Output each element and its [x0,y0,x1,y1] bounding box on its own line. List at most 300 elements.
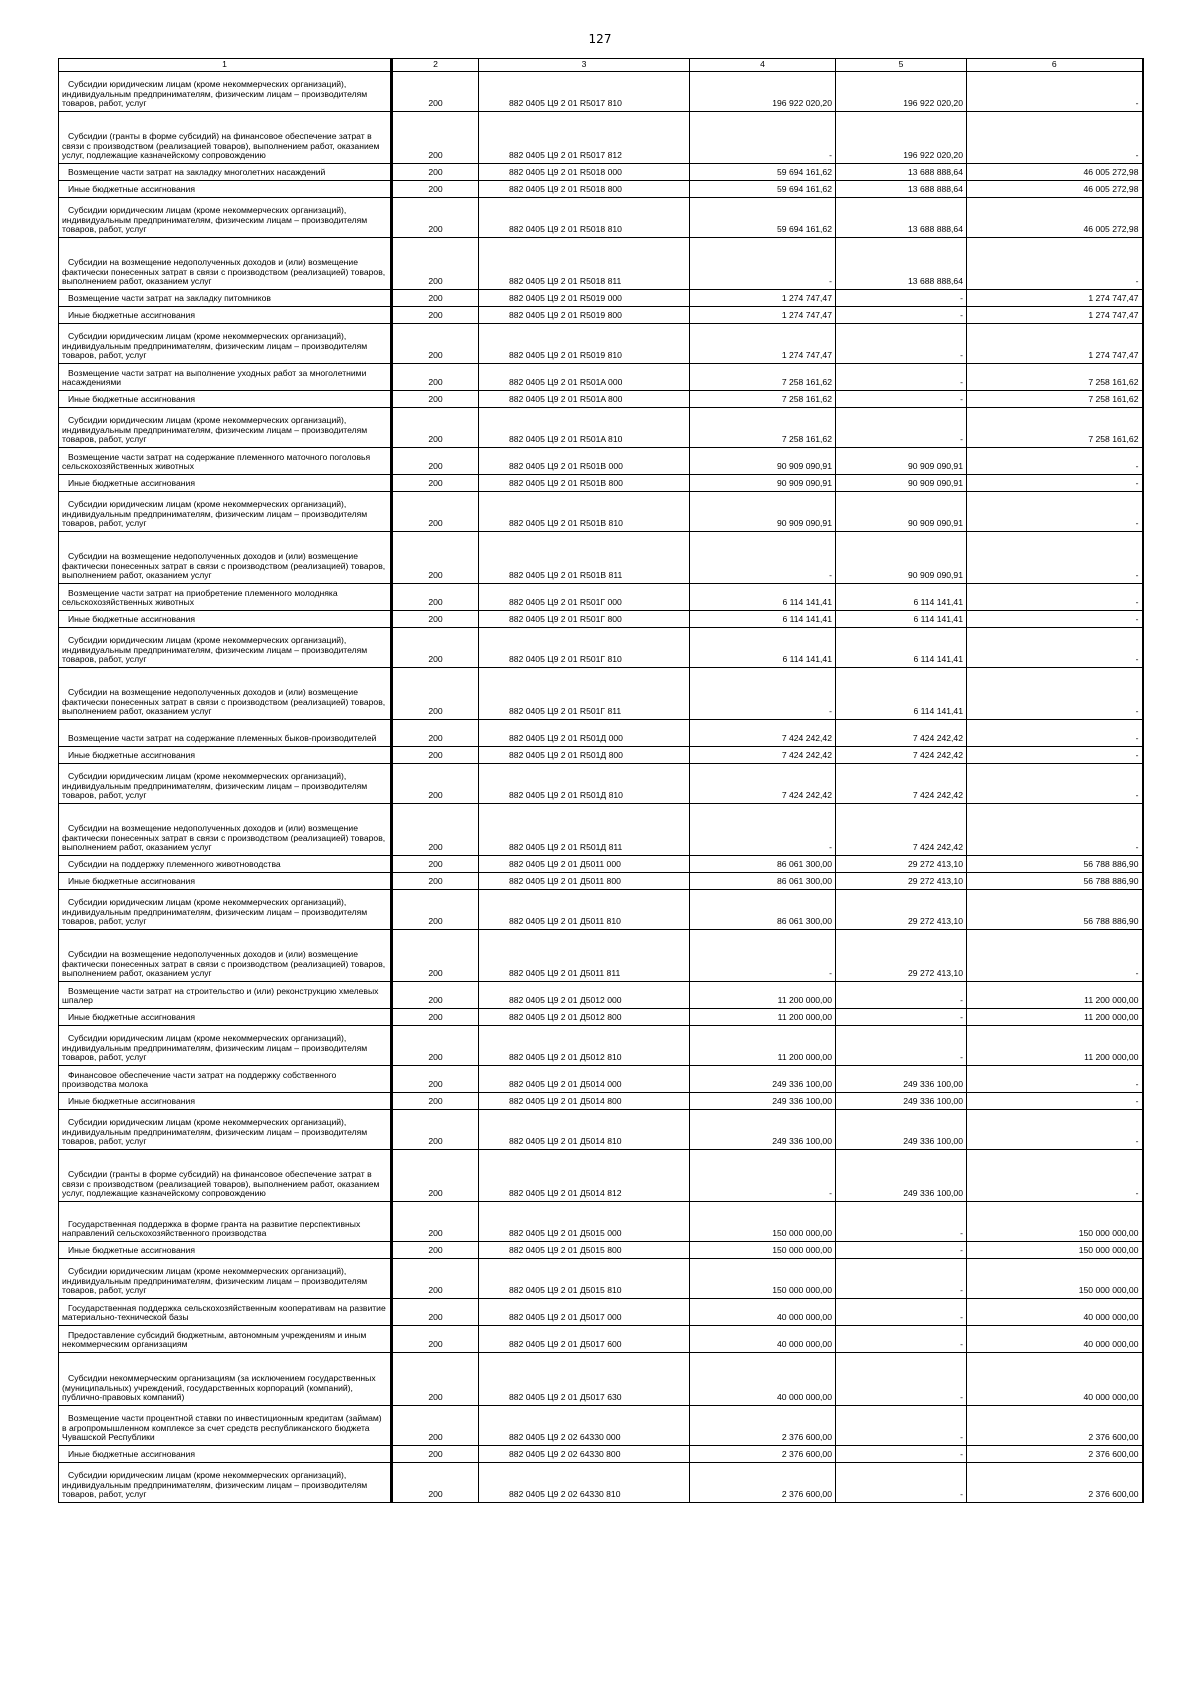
row-code-cell: 882 0405 Ц9 2 01 Д5015 000 [479,1202,690,1242]
row-amount-col5-cell: 196 922 020,20 [836,112,967,164]
row-name-cell: Иные бюджетные ассигнования [59,391,392,408]
row-code-cell: 882 0405 Ц9 2 01 R501Г 810 [479,628,690,668]
row-code-cell: 882 0405 Ц9 2 01 R501Г 811 [479,668,690,720]
row-amount-col6-cell: 7 258 161,62 [967,364,1143,391]
row-name-cell: Субсидии юридическим лицам (кроме некоммерческих организаций), индивидуальным предпринимателям, физическим лицам – производителям товаров, работ, услуг [59,492,392,532]
row-amount-col4-cell: 1 274 747,47 [690,290,836,307]
row-amount-col4-cell: - [690,1150,836,1202]
table-row [59,448,1143,475]
row-code-cell: 882 0405 Ц9 2 01 R5018 800 [479,181,690,198]
row-name-cell: Субсидии юридическим лицам (кроме некоммерческих организаций), индивидуальным предпринимателям, физическим лицам – производителям товаров, работ, услуг [59,628,392,668]
row-name-cell: Возмещение части затрат на закладку питомников [59,290,392,307]
row-amount-col4-cell: - [690,804,836,856]
row-amount-col5-cell: - [836,290,967,307]
row-amount-col5-cell: 6 114 141,41 [836,611,967,628]
table-row [59,1242,1143,1259]
row-col2-cell: 200 [392,982,479,1009]
row-code-cell: 882 0405 Ц9 2 01 Д5014 810 [479,1110,690,1150]
row-amount-col5-cell: 90 909 090,91 [836,475,967,492]
row-col2-cell: 200 [392,720,479,747]
table-row [59,764,1143,804]
row-amount-col5-cell: 90 909 090,91 [836,492,967,532]
row-name-cell: Иные бюджетные ассигнования [59,1009,392,1026]
row-col2-cell: 200 [392,448,479,475]
row-code-cell: 882 0405 Ц9 2 01 R501Д 000 [479,720,690,747]
row-amount-col6-cell: 56 788 886,90 [967,856,1143,873]
table-row [59,408,1143,448]
column-number-row [59,59,1143,72]
row-col2-cell: 200 [392,364,479,391]
row-code-cell: 882 0405 Ц9 2 01 Д5012 000 [479,982,690,1009]
row-code-cell: 882 0405 Ц9 2 01 Д5012 800 [479,1009,690,1026]
row-amount-col5-cell: - [836,982,967,1009]
row-amount-col4-cell: - [690,112,836,164]
row-amount-col4-cell: 90 909 090,91 [690,448,836,475]
table-row [59,982,1143,1009]
row-amount-col4-cell: 7 424 242,42 [690,764,836,804]
row-name-cell: Иные бюджетные ассигнования [59,1242,392,1259]
row-amount-col4-cell: 2 376 600,00 [690,1406,836,1446]
row-col2-cell: 200 [392,164,479,181]
table-row [59,930,1143,982]
row-col2-cell: 200 [392,804,479,856]
row-code-cell: 882 0405 Ц9 2 01 R501B 000 [479,448,690,475]
row-amount-col4-cell: 11 200 000,00 [690,982,836,1009]
row-name-cell: Субсидии на возмещение недополученных доходов и (или) возмещение фактически понесенных затрат в связи с производством (реализацией) товаров, выполнением работ, оказанием услуг [59,930,392,982]
row-name-cell: Иные бюджетные ассигнования [59,611,392,628]
row-name-cell: Предоставление субсидий бюджетным, автономным учреждениям и иным некоммерческим организациям [59,1326,392,1353]
row-amount-col6-cell: - [967,764,1143,804]
row-code-cell: 882 0405 Ц9 2 01 Д5017 600 [479,1326,690,1353]
row-col2-cell: 200 [392,238,479,290]
row-amount-col4-cell: - [690,532,836,584]
row-amount-col4-cell: 1 274 747,47 [690,324,836,364]
row-name-cell: Иные бюджетные ассигнования [59,873,392,890]
row-amount-col6-cell: 40 000 000,00 [967,1326,1143,1353]
row-amount-col4-cell: 11 200 000,00 [690,1009,836,1026]
row-name-cell: Субсидии некоммерческим организациям (за исключением государственных (муниципальных) учреждений, государственных корпораций (компаний), публично-правовых компаний) [59,1353,392,1406]
table-row [59,72,1143,112]
column-header-2: 2 [392,59,479,72]
row-code-cell: 882 0405 Ц9 2 01 Д5014 800 [479,1093,690,1110]
row-code-cell: 882 0405 Ц9 2 01 R5019 000 [479,290,690,307]
row-name-cell: Иные бюджетные ассигнования [59,307,392,324]
row-amount-col5-cell: 29 272 413,10 [836,856,967,873]
row-code-cell: 882 0405 Ц9 2 01 R501Д 811 [479,804,690,856]
row-col2-cell: 200 [392,747,479,764]
row-amount-col6-cell: 56 788 886,90 [967,873,1143,890]
table-row [59,1406,1143,1446]
row-amount-col6-cell: 1 274 747,47 [967,290,1143,307]
row-amount-col5-cell: 249 336 100,00 [836,1066,967,1093]
row-amount-col4-cell: 7 258 161,62 [690,408,836,448]
row-col2-cell: 200 [392,873,479,890]
row-amount-col5-cell: 7 424 242,42 [836,764,967,804]
row-col2-cell: 200 [392,475,479,492]
row-code-cell: 882 0405 Ц9 2 01 R5018 000 [479,164,690,181]
row-name-cell: Иные бюджетные ассигнования [59,1446,392,1463]
row-col2-cell: 200 [392,930,479,982]
row-code-cell: 882 0405 Ц9 2 01 R5018 811 [479,238,690,290]
row-amount-col5-cell: 6 114 141,41 [836,668,967,720]
row-code-cell: 882 0405 Ц9 2 01 Д5014 812 [479,1150,690,1202]
row-col2-cell: 200 [392,1353,479,1406]
row-code-cell: 882 0405 Ц9 2 01 Д5015 800 [479,1242,690,1259]
row-amount-col5-cell: 6 114 141,41 [836,628,967,668]
row-name-cell: Субсидии на возмещение недополученных доходов и (или) возмещение фактически понесенных затрат в связи с производством (реализацией) товаров, выполнением работ, оказанием услуг [59,532,392,584]
row-amount-col6-cell: 40 000 000,00 [967,1299,1143,1326]
row-amount-col4-cell: - [690,668,836,720]
row-amount-col6-cell: 2 376 600,00 [967,1463,1143,1503]
row-amount-col4-cell: 6 114 141,41 [690,584,836,611]
row-amount-col4-cell: 90 909 090,91 [690,492,836,532]
row-name-cell: Субсидии юридическим лицам (кроме некоммерческих организаций), индивидуальным предпринимателям, физическим лицам – производителям товаров, работ, услуг [59,1110,392,1150]
row-amount-col5-cell: - [836,1326,967,1353]
row-name-cell: Возмещение части затрат на строительство и (или) реконструкцию хмелевых шпалер [59,982,392,1009]
row-amount-col6-cell: 7 258 161,62 [967,391,1143,408]
row-col2-cell: 200 [392,1299,479,1326]
row-amount-col4-cell: 1 274 747,47 [690,307,836,324]
table-row [59,890,1143,930]
row-amount-col4-cell: 90 909 090,91 [690,475,836,492]
row-name-cell: Возмещение части затрат на приобретение племенного молодняка сельскохозяйственных животных [59,584,392,611]
row-amount-col4-cell: 150 000 000,00 [690,1259,836,1299]
table-row [59,238,1143,290]
row-name-cell: Возмещение части затрат на закладку многолетних насаждений [59,164,392,181]
row-amount-col4-cell: 249 336 100,00 [690,1093,836,1110]
table-row [59,747,1143,764]
table-row [59,1009,1143,1026]
row-code-cell: 882 0405 Ц9 2 01 R501Г 000 [479,584,690,611]
row-code-cell: 882 0405 Ц9 2 01 R501Д 800 [479,747,690,764]
row-amount-col6-cell: - [967,492,1143,532]
row-amount-col6-cell: 1 274 747,47 [967,324,1143,364]
row-amount-col6-cell: - [967,1150,1143,1202]
row-amount-col5-cell: - [836,1009,967,1026]
row-code-cell: 882 0405 Ц9 2 02 64330 800 [479,1446,690,1463]
row-amount-col4-cell: 150 000 000,00 [690,1242,836,1259]
row-code-cell: 882 0405 Ц9 2 01 R501B 811 [479,532,690,584]
row-code-cell: 882 0405 Ц9 2 01 Д5015 810 [479,1259,690,1299]
row-amount-col4-cell: 2 376 600,00 [690,1446,836,1463]
row-col2-cell: 200 [392,1326,479,1353]
column-header-6: 6 [967,59,1143,72]
row-name-cell: Субсидии юридическим лицам (кроме некоммерческих организаций), индивидуальным предпринимателям, физическим лицам – производителям товаров, работ, услуг [59,1259,392,1299]
row-amount-col6-cell: - [967,72,1143,112]
row-code-cell: 882 0405 Ц9 2 01 R5019 800 [479,307,690,324]
row-amount-col6-cell: - [967,532,1143,584]
row-code-cell: 882 0405 Ц9 2 01 R501B 800 [479,475,690,492]
row-col2-cell: 200 [392,668,479,720]
row-col2-cell: 200 [392,307,479,324]
row-col2-cell: 200 [392,408,479,448]
row-name-cell: Субсидии на возмещение недополученных доходов и (или) возмещение фактически понесенных затрат в связи с производством (реализацией) товаров, выполнением работ, оказанием услуг [59,804,392,856]
row-amount-col4-cell: 40 000 000,00 [690,1299,836,1326]
row-col2-cell: 200 [392,1066,479,1093]
row-amount-col4-cell: 59 694 161,62 [690,198,836,238]
table-row [59,1093,1143,1110]
row-amount-col6-cell: 46 005 272,98 [967,198,1143,238]
table-row [59,1202,1143,1242]
row-amount-col6-cell: 7 258 161,62 [967,408,1143,448]
table-row [59,804,1143,856]
row-code-cell: 882 0405 Ц9 2 02 64330 810 [479,1463,690,1503]
page-number: 127 [588,32,612,46]
table-row [59,1026,1143,1066]
table-row [59,720,1143,747]
row-code-cell: 882 0405 Ц9 2 01 R5017 812 [479,112,690,164]
row-name-cell: Субсидии на возмещение недополученных доходов и (или) возмещение фактически понесенных затрат в связи с производством (реализацией) товаров, выполнением работ, оказанием услуг [59,238,392,290]
row-col2-cell: 200 [392,1110,479,1150]
row-amount-col5-cell: 6 114 141,41 [836,584,967,611]
row-col2-cell: 200 [392,1093,479,1110]
row-amount-col6-cell: - [967,611,1143,628]
table-row [59,1066,1143,1093]
row-amount-col4-cell: 40 000 000,00 [690,1326,836,1353]
row-amount-col4-cell: 196 922 020,20 [690,72,836,112]
row-amount-col5-cell: 29 272 413,10 [836,873,967,890]
row-amount-col4-cell: 2 376 600,00 [690,1463,836,1503]
row-code-cell: 882 0405 Ц9 2 01 R5018 810 [479,198,690,238]
row-name-cell: Возмещение части затрат на содержание племенного маточного поголовья сельскохозяйственных животных [59,448,392,475]
row-amount-col5-cell: 13 688 888,64 [836,181,967,198]
row-amount-col5-cell: 196 922 020,20 [836,72,967,112]
row-amount-col5-cell: - [836,1299,967,1326]
row-code-cell: 882 0405 Ц9 2 01 Д5011 800 [479,873,690,890]
row-amount-col6-cell: - [967,720,1143,747]
row-name-cell: Субсидии юридическим лицам (кроме некоммерческих организаций), индивидуальным предпринимателям, физическим лицам – производителям товаров, работ, услуг [59,890,392,930]
row-amount-col5-cell: - [836,1202,967,1242]
row-amount-col4-cell: 11 200 000,00 [690,1026,836,1066]
row-amount-col4-cell: - [690,930,836,982]
row-amount-col5-cell: 249 336 100,00 [836,1110,967,1150]
row-name-cell: Государственная поддержка сельскохозяйственным кооперативам на развитие материально-технической базы [59,1299,392,1326]
table-row [59,611,1143,628]
row-name-cell: Субсидии на поддержку племенного животноводства [59,856,392,873]
row-amount-col5-cell: 7 424 242,42 [836,804,967,856]
row-amount-col6-cell: - [967,628,1143,668]
row-amount-col4-cell: 6 114 141,41 [690,611,836,628]
row-col2-cell: 200 [392,532,479,584]
row-name-cell: Субсидии юридическим лицам (кроме некоммерческих организаций), индивидуальным предпринимателям, физическим лицам – производителям товаров, работ, услуг [59,1463,392,1503]
table-row [59,1259,1143,1299]
row-code-cell: 882 0405 Ц9 2 01 Д5011 810 [479,890,690,930]
row-amount-col6-cell: 150 000 000,00 [967,1242,1143,1259]
table-row [59,1353,1143,1406]
row-amount-col5-cell: 29 272 413,10 [836,890,967,930]
row-col2-cell: 200 [392,764,479,804]
row-col2-cell: 200 [392,584,479,611]
row-col2-cell: 200 [392,181,479,198]
row-col2-cell: 200 [392,324,479,364]
budget-table-body [59,59,1143,1503]
row-amount-col4-cell: 150 000 000,00 [690,1202,836,1242]
table-row [59,873,1143,890]
row-amount-col5-cell: - [836,1446,967,1463]
table-row [59,307,1143,324]
table-row [59,475,1143,492]
table-row [59,1150,1143,1202]
table-row [59,668,1143,720]
row-amount-col5-cell: 90 909 090,91 [836,448,967,475]
row-amount-col4-cell: 86 061 300,00 [690,856,836,873]
row-code-cell: 882 0405 Ц9 2 01 Д5011 000 [479,856,690,873]
row-col2-cell: 200 [392,890,479,930]
row-name-cell: Иные бюджетные ассигнования [59,181,392,198]
row-amount-col5-cell: - [836,391,967,408]
row-col2-cell: 200 [392,1463,479,1503]
row-name-cell: Субсидии юридическим лицам (кроме некоммерческих организаций), индивидуальным предпринимателям, физическим лицам – производителям товаров, работ, услуг [59,764,392,804]
row-col2-cell: 200 [392,492,479,532]
row-amount-col5-cell: - [836,1259,967,1299]
row-amount-col4-cell: 249 336 100,00 [690,1066,836,1093]
table-row [59,532,1143,584]
table-row [59,1110,1143,1150]
row-col2-cell: 200 [392,611,479,628]
table-row [59,1446,1143,1463]
table-row [59,856,1143,873]
row-col2-cell: 200 [392,628,479,668]
row-code-cell: 882 0405 Ц9 2 01 R501B 810 [479,492,690,532]
row-amount-col6-cell: 150 000 000,00 [967,1202,1143,1242]
row-amount-col4-cell: 7 258 161,62 [690,391,836,408]
row-amount-col5-cell: 249 336 100,00 [836,1150,967,1202]
row-amount-col6-cell: - [967,1066,1143,1093]
row-amount-col6-cell: - [967,584,1143,611]
row-name-cell: Субсидии юридическим лицам (кроме некоммерческих организаций), индивидуальным предпринимателям, физическим лицам – производителям товаров, работ, услуг [59,324,392,364]
table-row [59,628,1143,668]
row-code-cell: 882 0405 Ц9 2 01 R501A 810 [479,408,690,448]
row-col2-cell: 200 [392,1202,479,1242]
row-amount-col5-cell: 29 272 413,10 [836,930,967,982]
row-amount-col6-cell: 40 000 000,00 [967,1353,1143,1406]
row-col2-cell: 200 [392,1242,479,1259]
row-amount-col6-cell: - [967,804,1143,856]
row-amount-col5-cell: 7 424 242,42 [836,720,967,747]
table-row [59,290,1143,307]
row-amount-col6-cell: - [967,930,1143,982]
row-name-cell: Субсидии юридическим лицам (кроме некоммерческих организаций), индивидуальным предпринимателям, физическим лицам – производителям товаров, работ, услуг [59,408,392,448]
row-amount-col6-cell: 2 376 600,00 [967,1446,1143,1463]
row-amount-col6-cell: - [967,1093,1143,1110]
row-amount-col6-cell: 46 005 272,98 [967,164,1143,181]
row-code-cell: 882 0405 Ц9 2 01 R501A 000 [479,364,690,391]
row-amount-col6-cell: 56 788 886,90 [967,890,1143,930]
row-col2-cell: 200 [392,112,479,164]
row-amount-col5-cell: 249 336 100,00 [836,1093,967,1110]
row-name-cell: Возмещение части процентной ставки по инвестиционным кредитам (займам) в агропромышленном комплексе за счет средств республиканского бюджета Чувашской Республики [59,1406,392,1446]
row-amount-col5-cell: - [836,408,967,448]
row-amount-col5-cell: - [836,364,967,391]
row-name-cell: Иные бюджетные ассигнования [59,747,392,764]
row-amount-col5-cell: - [836,307,967,324]
row-amount-col6-cell: 150 000 000,00 [967,1259,1143,1299]
row-name-cell: Государственная поддержка в форме гранта на развитие перспективных направлений сельскохозяйственного производства [59,1202,392,1242]
row-code-cell: 882 0405 Ц9 2 01 Д5017 000 [479,1299,690,1326]
table-row [59,364,1143,391]
row-name-cell: Субсидии юридическим лицам (кроме некоммерческих организаций), индивидуальным предпринимателям, физическим лицам – производителям товаров, работ, услуг [59,198,392,238]
row-amount-col4-cell: 59 694 161,62 [690,181,836,198]
table-row [59,1326,1143,1353]
row-code-cell: 882 0405 Ц9 2 01 R501A 800 [479,391,690,408]
row-col2-cell: 200 [392,198,479,238]
row-amount-col4-cell: 59 694 161,62 [690,164,836,181]
row-amount-col6-cell: - [967,112,1143,164]
row-amount-col4-cell: 6 114 141,41 [690,628,836,668]
row-col2-cell: 200 [392,1259,479,1299]
row-amount-col5-cell: - [836,1026,967,1066]
table-row [59,584,1143,611]
row-name-cell: Субсидии юридическим лицам (кроме некоммерческих организаций), индивидуальным предпринимателям, физическим лицам – производителям товаров, работ, услуг [59,1026,392,1066]
row-amount-col4-cell: - [690,238,836,290]
column-header-4: 4 [690,59,836,72]
table-row [59,1463,1143,1503]
row-code-cell: 882 0405 Ц9 2 01 Д5014 000 [479,1066,690,1093]
row-amount-col4-cell: 86 061 300,00 [690,873,836,890]
row-amount-col5-cell: 13 688 888,64 [836,198,967,238]
row-amount-col6-cell: 1 274 747,47 [967,307,1143,324]
row-name-cell: Иные бюджетные ассигнования [59,475,392,492]
row-col2-cell: 200 [392,1150,479,1202]
row-amount-col5-cell: 90 909 090,91 [836,532,967,584]
row-amount-col5-cell: - [836,1353,967,1406]
row-amount-col6-cell: - [967,668,1143,720]
row-amount-col4-cell: 86 061 300,00 [690,890,836,930]
row-col2-cell: 200 [392,1446,479,1463]
row-amount-col6-cell: 11 200 000,00 [967,1009,1143,1026]
row-code-cell: 882 0405 Ц9 2 01 R501Д 810 [479,764,690,804]
row-amount-col4-cell: 7 424 242,42 [690,747,836,764]
row-col2-cell: 200 [392,391,479,408]
row-amount-col6-cell: - [967,1110,1143,1150]
row-col2-cell: 200 [392,290,479,307]
row-amount-col4-cell: 7 424 242,42 [690,720,836,747]
row-amount-col4-cell: 40 000 000,00 [690,1353,836,1406]
column-header-3: 3 [479,59,690,72]
row-name-cell: Субсидии (гранты в форме субсидий) на финансовое обеспечение затрат в связи с производством (реализацией товаров), выполнением работ, оказанием услуг, подлежащие казначейскому сопровождению [59,112,392,164]
row-code-cell: 882 0405 Ц9 2 01 Д5012 810 [479,1026,690,1066]
row-amount-col6-cell: 2 376 600,00 [967,1406,1143,1446]
table-row [59,181,1143,198]
column-header-5: 5 [836,59,967,72]
row-amount-col6-cell: 46 005 272,98 [967,181,1143,198]
row-amount-col6-cell: 11 200 000,00 [967,982,1143,1009]
row-col2-cell: 200 [392,856,479,873]
table-row [59,324,1143,364]
row-code-cell: 882 0405 Ц9 2 01 Д5011 811 [479,930,690,982]
row-amount-col5-cell: - [836,1406,967,1446]
row-amount-col5-cell: 7 424 242,42 [836,747,967,764]
row-amount-col6-cell: 11 200 000,00 [967,1026,1143,1066]
row-name-cell: Субсидии юридическим лицам (кроме некоммерческих организаций), индивидуальным предпринимателям, физическим лицам – производителям товаров, работ, услуг [59,72,392,112]
row-col2-cell: 200 [392,72,479,112]
table-row [59,112,1143,164]
column-header-1: 1 [59,59,392,72]
row-amount-col5-cell: - [836,1463,967,1503]
row-amount-col6-cell: - [967,475,1143,492]
table-row [59,164,1143,181]
row-col2-cell: 200 [392,1009,479,1026]
row-amount-col5-cell: 13 688 888,64 [836,238,967,290]
row-name-cell: Субсидии (гранты в форме субсидий) на финансовое обеспечение затрат в связи с производством (реализацией товаров), выполнением работ, оказанием услуг, подлежащие казначейскому сопровождению [59,1150,392,1202]
table-row [59,1299,1143,1326]
row-col2-cell: 200 [392,1026,479,1066]
row-amount-col5-cell: 13 688 888,64 [836,164,967,181]
row-name-cell: Иные бюджетные ассигнования [59,1093,392,1110]
row-col2-cell: 200 [392,1406,479,1446]
row-name-cell: Возмещение части затрат на содержание племенных быков-производителей [59,720,392,747]
row-name-cell: Возмещение части затрат на выполнение уходных работ за многолетними насаждениями [59,364,392,391]
